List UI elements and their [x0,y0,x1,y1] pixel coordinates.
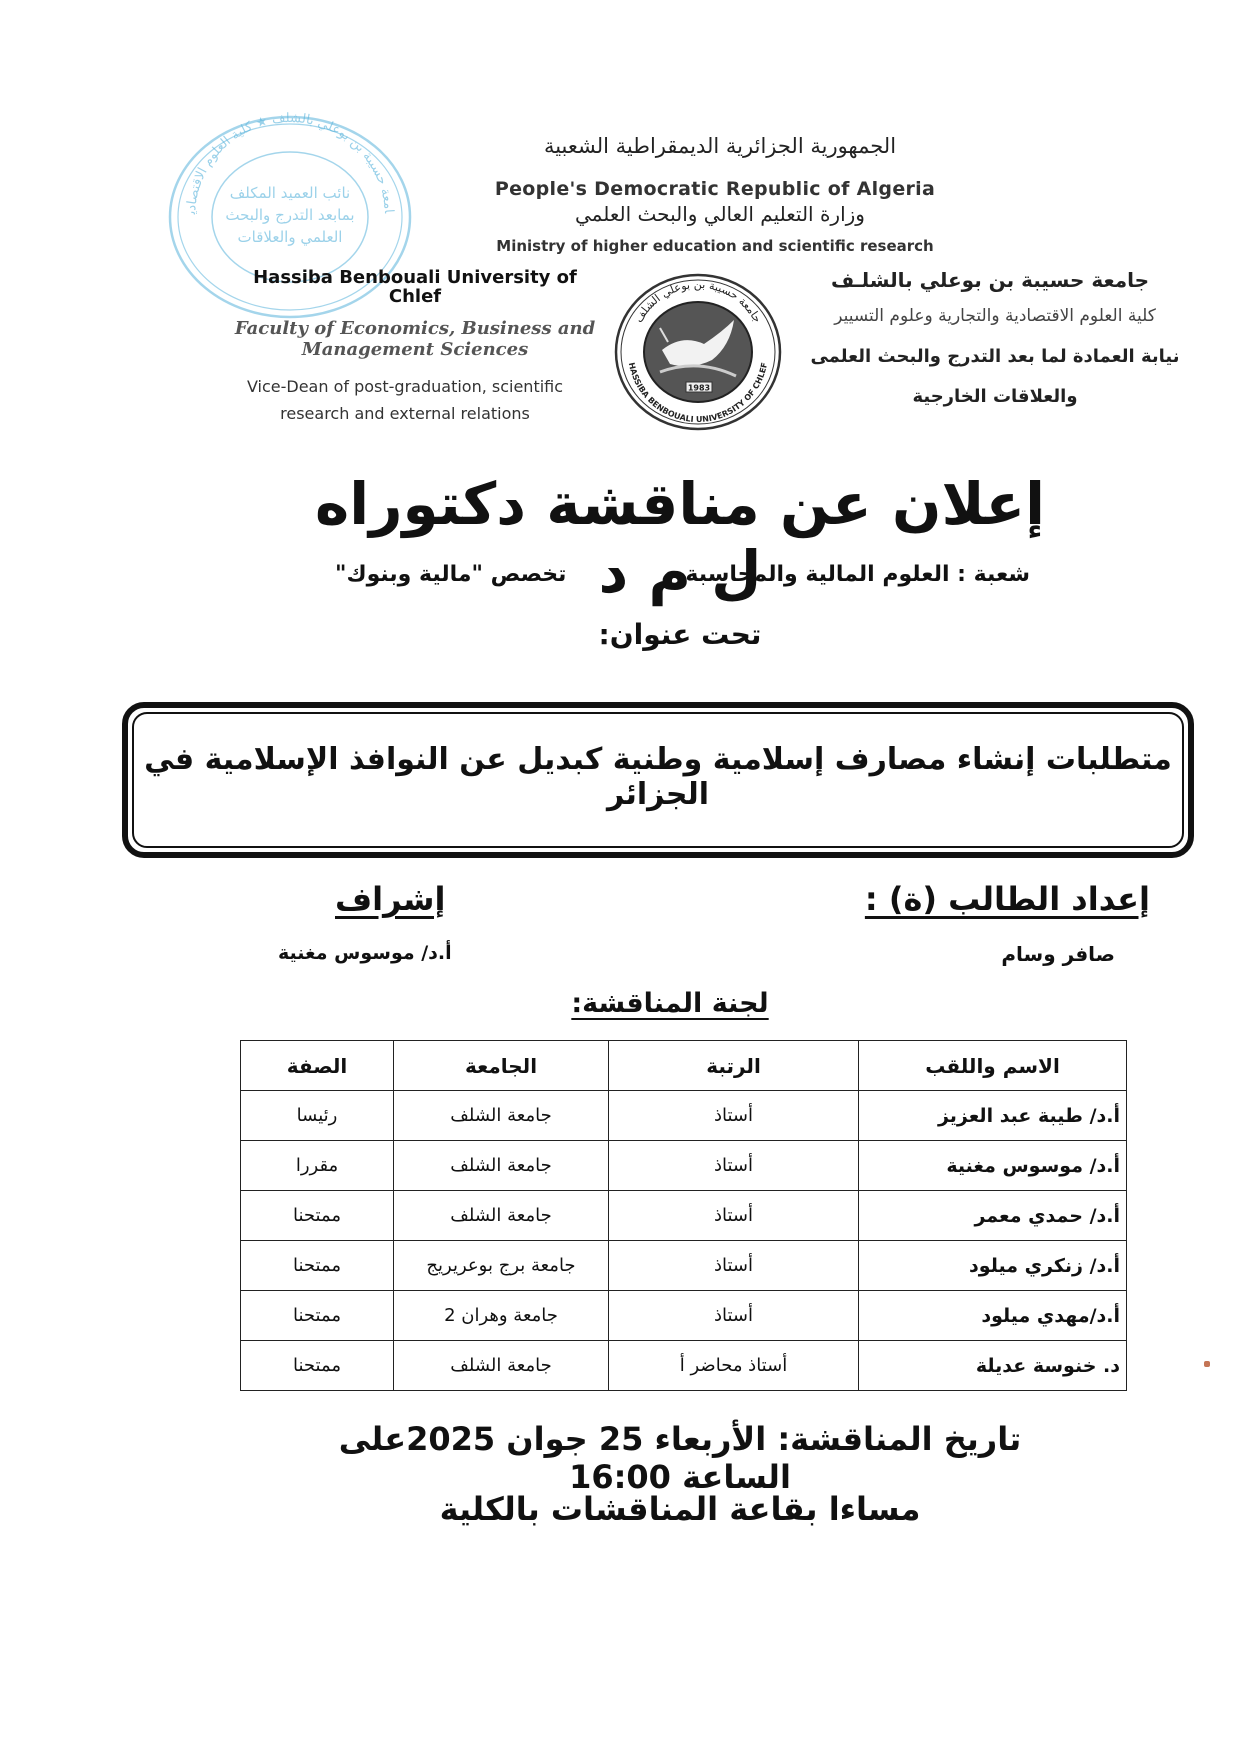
header-relations-ar: والعلاقات الخارجية [912,386,1078,407]
faculty-en-line: Management Sciences [301,339,529,360]
stamp-ring-text: امعة حسيبة بن بوعلي بالشلف ★ كلية العلوم الاقتصادية [184,112,396,215]
member-name: أ.د/ موسوس مغنية [859,1141,1127,1191]
defense-date: تاريخ المناقشة: الأربعاء 25 جوان 2025على الساعة 16:00 [338,1420,1022,1496]
member-rank: أستاذ [609,1091,859,1141]
member-role: ممتحنا [241,1291,394,1341]
member-name: أ.د/ حمدي معمر [859,1191,1127,1241]
field-label: شعبة : العلوم المالية والمحاسبة، [677,562,1030,587]
header-vicedean-en [200,373,610,427]
member-rank: أستاذ محاضر أ [609,1341,859,1391]
header-faculty-en [205,318,625,360]
column-header-role: الصفة [241,1041,394,1091]
header-republic-ar: الجمهورية الجزائرية الديمقراطية الشعبية [543,134,897,158]
student-name: صافر وسام [1001,942,1115,966]
university-en-line: Chlef [388,286,442,307]
university-en-line: Hassiba Benbouali University of [253,267,577,288]
member-university: جامعة برج بوعريريج [394,1241,609,1291]
header-vicedean-ar: نيابة العمادة لما بعد التدرج والبحث العلمى [810,346,1180,367]
member-university: جامعة وهران 2 [394,1291,609,1341]
member-name: أ.د/ طيبة عبد العزيز [859,1091,1127,1141]
member-university: جامعة الشلف [394,1191,609,1241]
member-rank: أستاذ [609,1191,859,1241]
header-university-ar: جامعة حسيبة بن بوعلي بالشلـف [830,268,1150,292]
thesis-title-box [122,702,1194,858]
stamp-center-line: العلمي والعلاقات [237,228,343,246]
faculty-en-line: Faculty of Economics, Business and [234,318,596,339]
under-title-label: تحت عنوان: [598,618,762,651]
announcement-title: إعلان عن مناقشة دكتوراه ل م د [314,470,1045,606]
vicedean-en-line: research and external relations [280,404,530,423]
member-university: جامعة الشلف [394,1091,609,1141]
supervisor-heading: إشراف [335,880,446,918]
member-rank: أستاذ [609,1291,859,1341]
member-role: ممتحنا [241,1341,394,1391]
scan-speck [1204,1361,1210,1367]
supervisor-name: أ.د/ موسوس مغنية [278,942,452,964]
vicedean-en-line: Vice-Dean of post-graduation, scientific [246,377,564,396]
member-university: جامعة الشلف [394,1141,609,1191]
thesis-title: متطلبات إنشاء مصارف إسلامية وطنية كبديل عن النوافذ الإسلامية في الجزائر [144,742,1172,812]
header-university-en [210,268,620,306]
stamp-center-line: نائب العميد المكلف [229,184,351,202]
header-republic-en: People's Democratic Republic of Algeria [494,178,936,200]
header-ministry-en: Ministry of higher education and scientific research [496,237,934,255]
member-role: رئيسا [241,1091,394,1141]
member-role: ممتحنا [241,1241,394,1291]
table-row [241,1241,1127,1291]
member-rank: أستاذ [609,1241,859,1291]
header-faculty-ar: كلية العلوم الاقتصادية والتجارية وعلوم التسيير [834,306,1156,326]
member-name: أ.د/مهدي ميلود [859,1291,1127,1341]
logo-year: 1983 [687,383,711,393]
committee-table [240,1040,1127,1391]
table-row [241,1291,1127,1341]
member-university: جامعة الشلف [394,1341,609,1391]
table-row [241,1191,1127,1241]
table-header-row [241,1041,1127,1091]
member-name: أ.د/ زنكري ميلود [859,1241,1127,1291]
table-row [241,1341,1127,1391]
student-heading: إعداد الطالب (ة) : [864,880,1150,918]
header-ministry-ar: وزارة التعليم العالي والبحث العلمي [575,202,865,226]
member-name: د. خنوسة عديلة [859,1341,1127,1391]
stamp-center-line: بمابعد التدرج والبحث [225,206,355,224]
column-header-rank: الرتبة [609,1041,859,1091]
member-rank: أستاذ [609,1141,859,1191]
table-row [241,1141,1127,1191]
column-header-name: الاسم واللقب [859,1041,1127,1091]
committee-heading: لجنة المناقشة: [571,988,769,1019]
column-header-university: الجامعة [394,1041,609,1091]
university-logo [612,272,784,432]
logo-ring-text-en: HASSIBA BENBOUALI UNIVERSITY OF CHLEF [626,361,770,425]
member-role: مقررا [241,1141,394,1191]
member-role: ممتحنا [241,1191,394,1241]
specialty-label: تخصص "مالية وبنوك" [335,562,567,587]
logo-ring-text-ar: جامعة حسيبة بن بوعلي الشلف [632,277,765,325]
table-row [241,1091,1127,1141]
defense-place: مساءا بقاعة المناقشات بالكلية [439,1490,921,1528]
